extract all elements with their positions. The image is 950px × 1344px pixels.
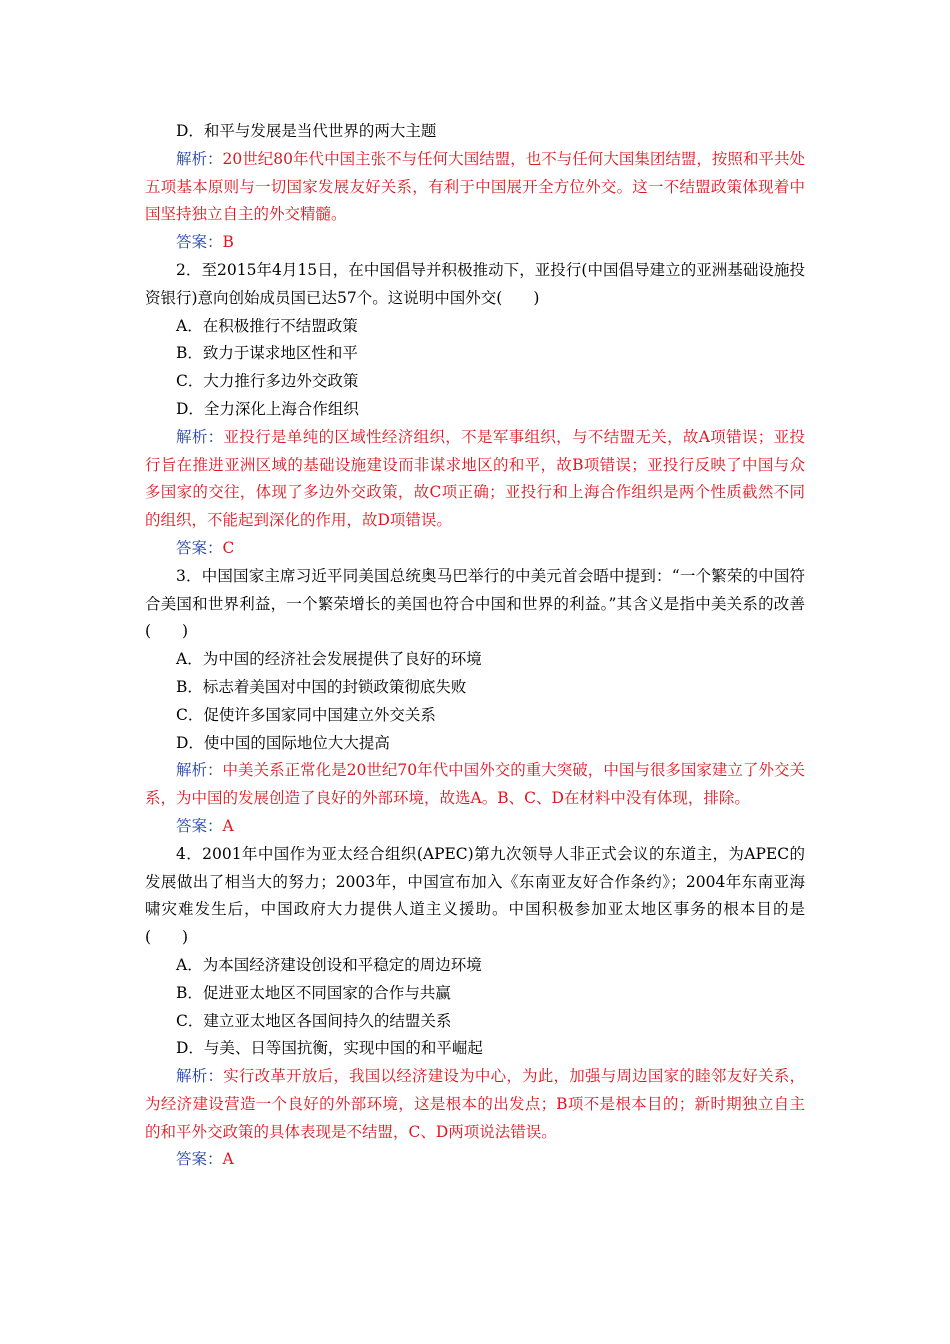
analysis-label: 解析： — [176, 427, 224, 446]
q4-option-b: B．促进亚太地区不同国家的合作与共赢 — [176, 983, 451, 1002]
analysis-text: 实行改革开放后，我国以经济建设为中心，为此，加强与周边国家的睦邻友好关系，为经济建设营造一个良好的外部环境，这是根本的出发点；B项不是根本目的；新时期独立自主的和平外交政策的具体表现是不结盟，C、D两项说法错误。 — [145, 1067, 805, 1141]
q3-option-a: A．为中国的经济社会发展提供了良好的环境 — [176, 650, 482, 669]
answer-value: A — [222, 816, 234, 835]
q1-analysis — [145, 146, 805, 229]
analysis-label: 解析： — [176, 149, 223, 168]
analysis-text: 20世纪80年代中国主张不与任何大国结盟，也不与任何大国集团结盟，按照和平共处五项基本原则与一切国家发展友好关系，有利于中国展开全方位外交。这一不结盟政策体现着中国坚持独立自主的外交精髓。 — [145, 149, 805, 224]
q3-option-d: D．使中国的国际地位大大提高 — [176, 733, 390, 752]
q2-option-a: A．在积极推行不结盟政策 — [176, 316, 358, 335]
answer-value: C — [222, 538, 235, 557]
q1-option-d: D．和平与发展是当代世界的两大主题 — [176, 122, 437, 140]
q3-option-b: B．标志着美国对中国的封锁政策彻底失败 — [176, 677, 467, 696]
analysis-label: 解析： — [176, 761, 223, 780]
q3-option-c: C．促使许多国家同中国建立外交关系 — [176, 705, 436, 724]
q3-analysis — [145, 757, 805, 813]
answer-label: 答案： — [176, 1150, 223, 1169]
q4-option-d: D．与美、日等国抗衡，实现中国的和平崛起 — [176, 1039, 483, 1058]
q4-option-a: A．为本国经济建设创设和平稳定的周边环境 — [176, 955, 482, 974]
analysis-text: 亚投行是单纯的区域性经济组织，不是军事组织，与不结盟无关，故A项错误；亚投行旨在推进亚洲区域的基础设施建设而非谋求地区的和平，故B项错误；亚投行反映了中国与众多国家的交往，体现了多边外交政策，故C项正确；亚投行和上海合作组织是两个性质截然不同的组织，不能起到深化的作用，故D项错误。 — [145, 427, 805, 530]
q3-stem: 3．中国国家主席习近平同美国总统奥马巴举行的中美元首会晤中提到：“一个繁荣的中国符合美国和世界利益，一个繁荣增长的美国也符合中国和世界的利益。”其含义是指中美关系的改善( ) — [145, 566, 805, 641]
analysis-label: 解析： — [176, 1067, 224, 1086]
answer-label: 答案： — [176, 538, 223, 557]
q2-option-b: B．致力于谋求地区性和平 — [176, 344, 358, 363]
q4-analysis — [145, 1063, 805, 1146]
q4-answer — [145, 1146, 805, 1174]
q3-answer — [145, 813, 805, 841]
q2-answer — [145, 535, 805, 563]
document-page — [145, 118, 805, 1174]
answer-label: 答案： — [176, 233, 223, 252]
q2-option-c: C．大力推行多边外交政策 — [176, 372, 359, 391]
q2-analysis — [145, 424, 805, 535]
q2-option-d: D．全力深化上海合作组织 — [176, 399, 359, 418]
answer-value: A — [222, 1150, 234, 1169]
answer-value: B — [222, 233, 234, 252]
q4-stem: 4．2001年中国作为亚太经合组织(APEC)第九次领导人非正式会议的东道主，为APEC的发展做出了相当大的努力；2003年，中国宣布加入《东南亚友好合作条约》；2004年东南亚海啸灾难发生后，中国政府大力提供人道主义援助。中国积极参加亚太地区事务的根本目的是( ) — [145, 844, 805, 947]
answer-label: 答案： — [176, 816, 223, 835]
analysis-text: 中美关系正常化是20世纪70年代中国外交的重大突破，中国与很多国家建立了外交关系，为中国的发展创造了良好的外部环境，故选A。B、C、D在材料中没有体现，排除。 — [145, 761, 805, 808]
q2-stem: 2．至2015年4月15日，在中国倡导并积极推动下，亚投行(中国倡导建立的亚洲基础设施投资银行)意向创始成员国已达57个。这说明中国外交( ) — [145, 260, 805, 307]
q4-option-c: C．建立亚太地区各国间持久的结盟关系 — [176, 1011, 452, 1030]
q1-answer — [145, 229, 805, 257]
